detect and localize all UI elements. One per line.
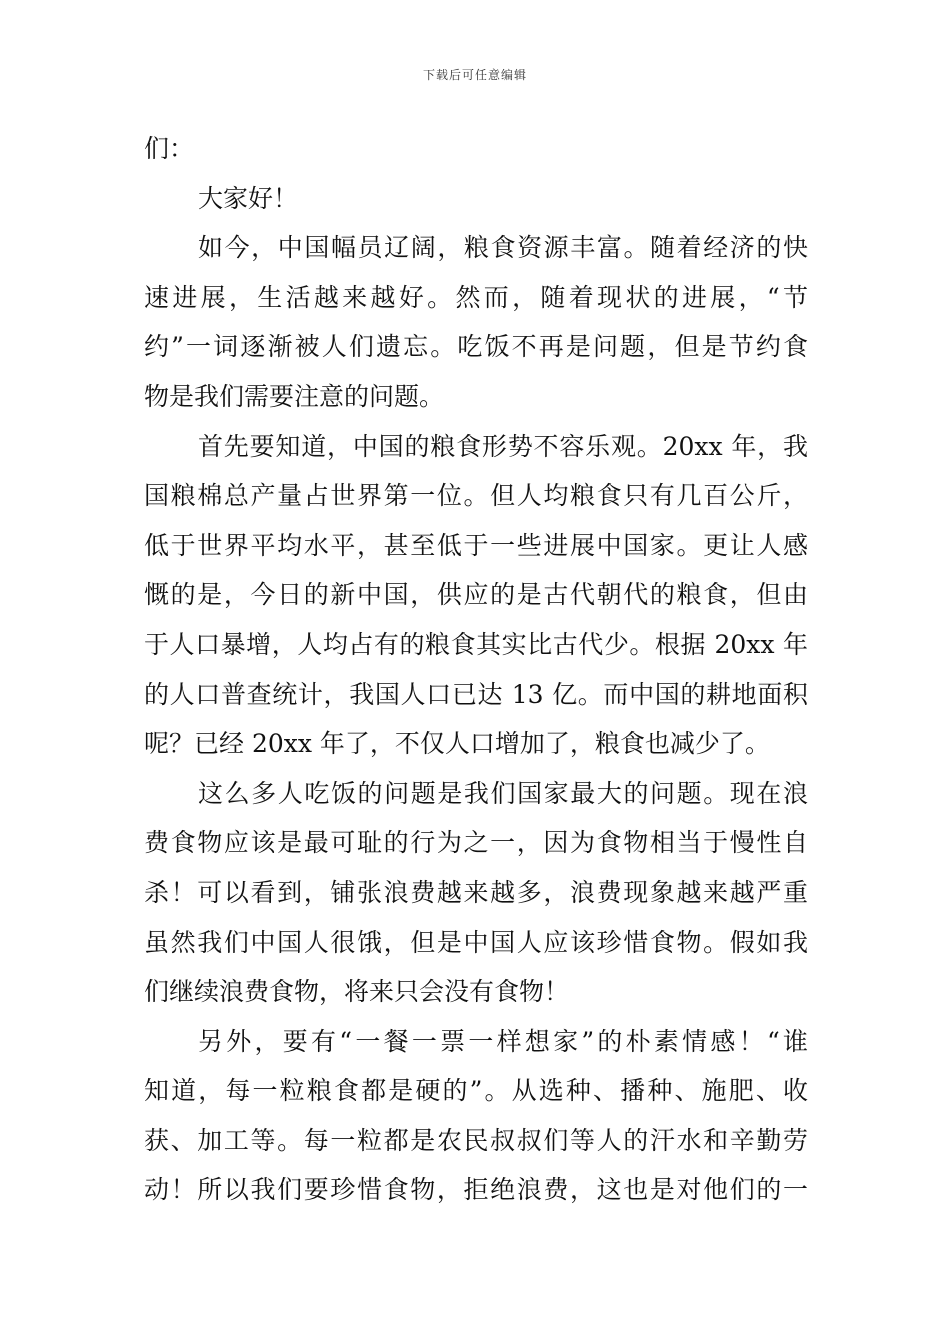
text-line: 动！所以我们要珍惜食物，拒绝浪费，这也是对他们的一 <box>144 1175 808 1205</box>
text-line: 慨的是，今日的新中国，供应的是古代朝代的粮食，但由 <box>144 580 808 610</box>
text-line: 如今，中国幅员辽阔，粮食资源丰富。随着经济的快 <box>198 233 808 263</box>
text-line: 这么多人吃饭的问题是我们国家最大的问题。现在浪 <box>198 778 808 808</box>
document-body <box>144 124 808 1215</box>
text-line: 虽然我们中国人很饿，但是中国人应该珍惜食物。假如我 <box>144 927 808 957</box>
text-line: 于人口暴增，人均占有的粮食其实比古代少。根据 20xx 年 <box>144 629 808 659</box>
text-line: 呢？已经 20xx 年了，不仅人口增加了，粮食也减少了。 <box>144 729 770 759</box>
text-line: 速进展，生活越来越好。然而，随着现状的进展，“节 <box>144 282 808 312</box>
text-line: 杀！可以看到，铺张浪费越来越多，浪费现象越来越严重 <box>144 877 808 907</box>
text-line: 国粮棉总产量占世界第一位。但人均粮食只有几百公斤， <box>144 481 808 511</box>
text-line: 低于世界平均水平，甚至低于一些进展中国家。更让人感 <box>144 530 808 560</box>
text-line: 大家好！ <box>198 183 299 213</box>
text-line: 另外，要有“一餐一票一样想家”的朴素情感！“谁 <box>198 1026 808 1056</box>
text-line: 首先要知道，中国的粮食形势不容乐观。20xx 年，我 <box>198 431 808 461</box>
text-line: 知道，每一粒粮食都是硬的”。从选种、播种、施肥、收 <box>144 1076 808 1106</box>
text-line: 获、加工等。每一粒都是农民叔叔们等人的汗水和辛勤劳 <box>144 1125 808 1155</box>
text-line: 们： <box>144 134 195 163</box>
text-line: 物是我们需要注意的问题。 <box>144 381 445 411</box>
page-header-note: 下载后可任意编辑 <box>422 68 527 82</box>
text-line: 费食物应该是最可耻的行为之一，因为食物相当于慢性自 <box>144 828 808 858</box>
text-line: 约”一词逐渐被人们遗忘。吃饭不再是问题，但是节约食 <box>144 332 808 362</box>
text-line: 的人口普查统计，我国人口已达 13 亿。而中国的耕地面积 <box>144 679 808 709</box>
text-line: 们继续浪费食物，将来只会没有食物！ <box>144 977 570 1007</box>
